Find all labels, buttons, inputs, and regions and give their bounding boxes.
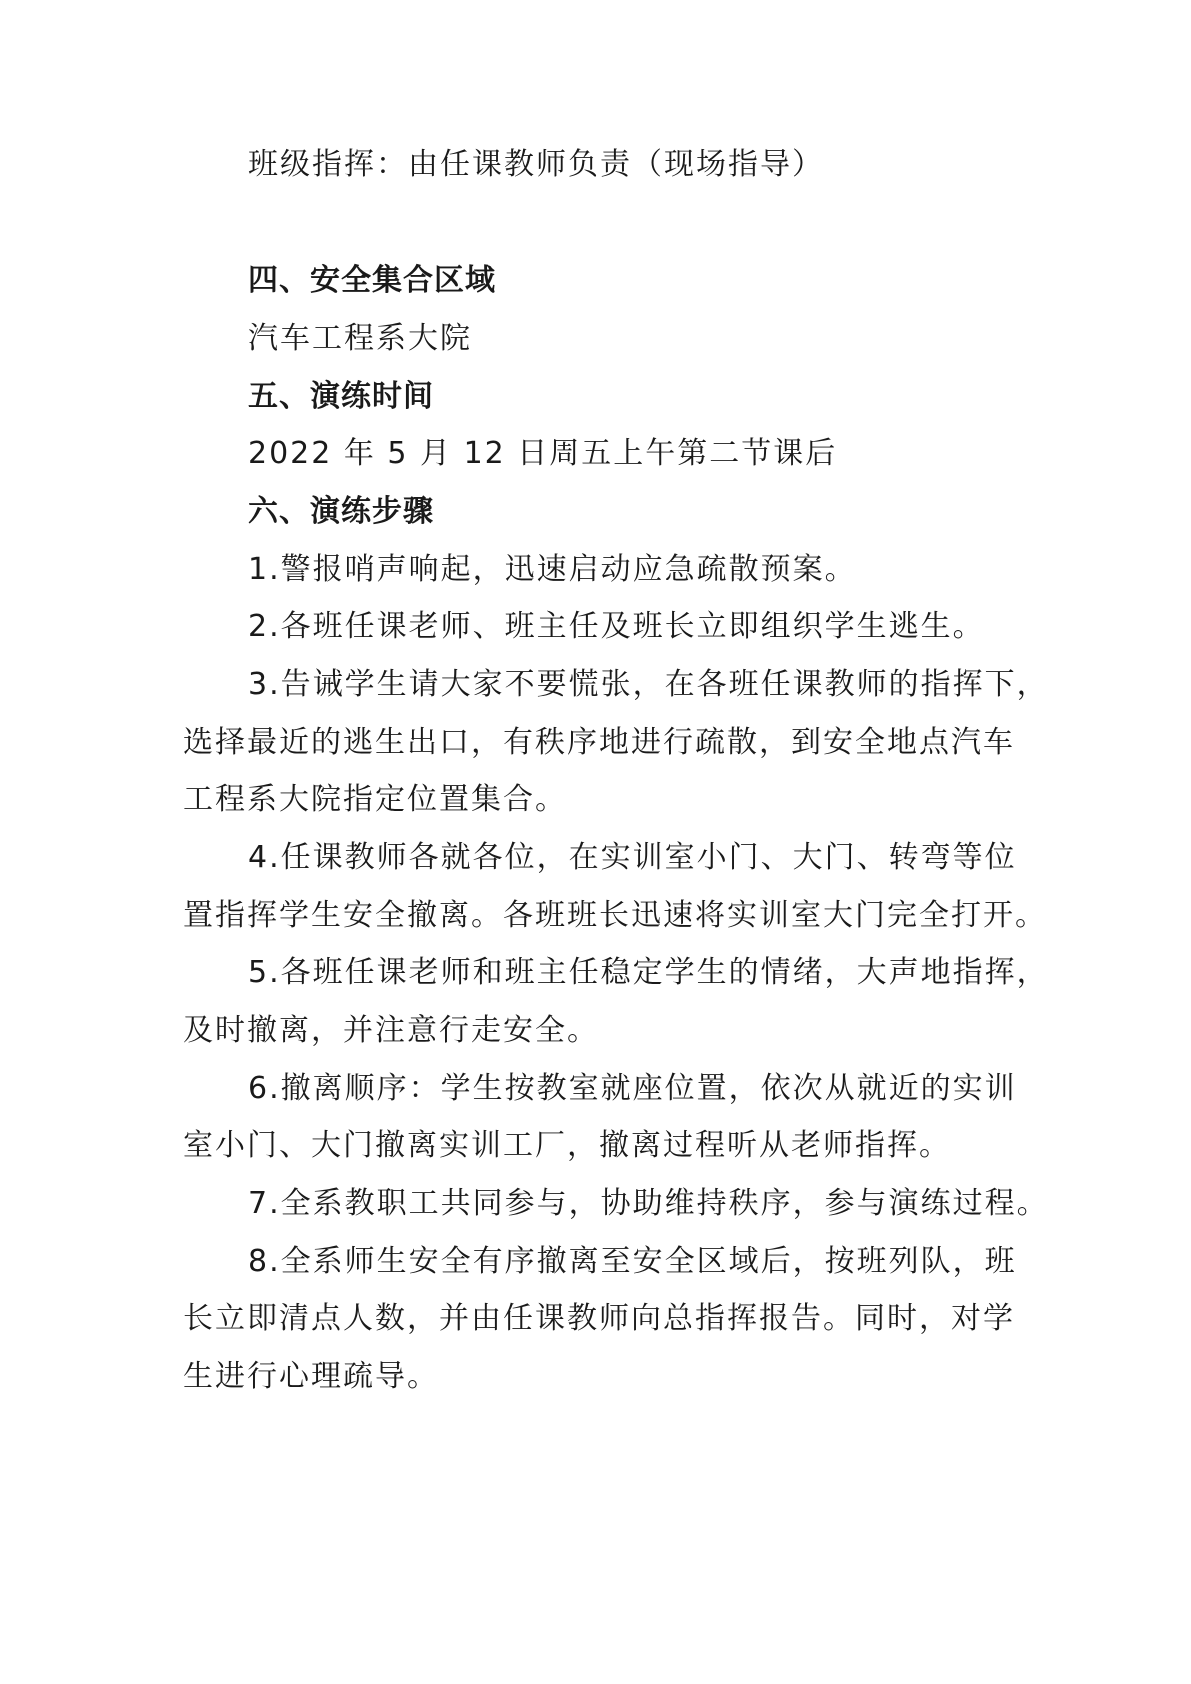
section-heading-6: 六、演练步骤 <box>248 494 434 529</box>
step-8-line-1: 8.全系师生安全有序撤离至安全区域后，按班列队，班 <box>248 1244 1017 1279</box>
step-4-line-2: 置指挥学生安全撤离。各班班长迅速将实训室大门完全打开。 <box>183 898 1047 933</box>
step-7: 7.全系教职工共同参与，协助维持秩序，参与演练过程。 <box>248 1186 1049 1221</box>
step-6-line-1: 6.撤离顺序：学生按教室就座位置，依次从就近的实训 <box>248 1071 1017 1106</box>
step-5-line-2: 及时撤离，并注意行走安全。 <box>183 1013 599 1048</box>
step-3-line-1: 3.告诫学生请大家不要慌张，在各班任课教师的指挥下， <box>248 667 1049 702</box>
section-heading-4: 四、安全集合区域 <box>248 263 496 298</box>
assembly-area-text: 汽车工程系大院 <box>248 321 472 356</box>
step-8-line-2: 长立即清点人数，并由任课教师向总指挥报告。同时，对学 <box>183 1301 1015 1336</box>
step-6-line-2: 室小门、大门撤离实训工厂，撤离过程听从老师指挥。 <box>183 1128 951 1163</box>
step-3-line-2: 选择最近的逃生出口，有秩序地进行疏散，到安全地点汽车 <box>183 725 1015 760</box>
step-4-line-1: 4.任课教师各就各位，在实训室小门、大门、转弯等位 <box>248 840 1017 875</box>
step-1: 1.警报哨声响起，迅速启动应急疏散预案。 <box>248 552 857 587</box>
section-heading-5: 五、演练时间 <box>248 379 434 414</box>
command-line: 班级指挥：由任课教师负责（现场指导） <box>248 147 824 182</box>
step-8-line-3: 生进行心理疏导。 <box>183 1359 439 1394</box>
step-2: 2.各班任课老师、班主任及班长立即组织学生逃生。 <box>248 609 985 644</box>
step-3-line-3: 工程系大院指定位置集合。 <box>183 782 567 817</box>
step-5-line-1: 5.各班任课老师和班主任稳定学生的情绪，大声地指挥， <box>248 955 1049 990</box>
drill-time-text: 2022 年 5 月 12 日周五上午第二节课后 <box>248 436 838 471</box>
